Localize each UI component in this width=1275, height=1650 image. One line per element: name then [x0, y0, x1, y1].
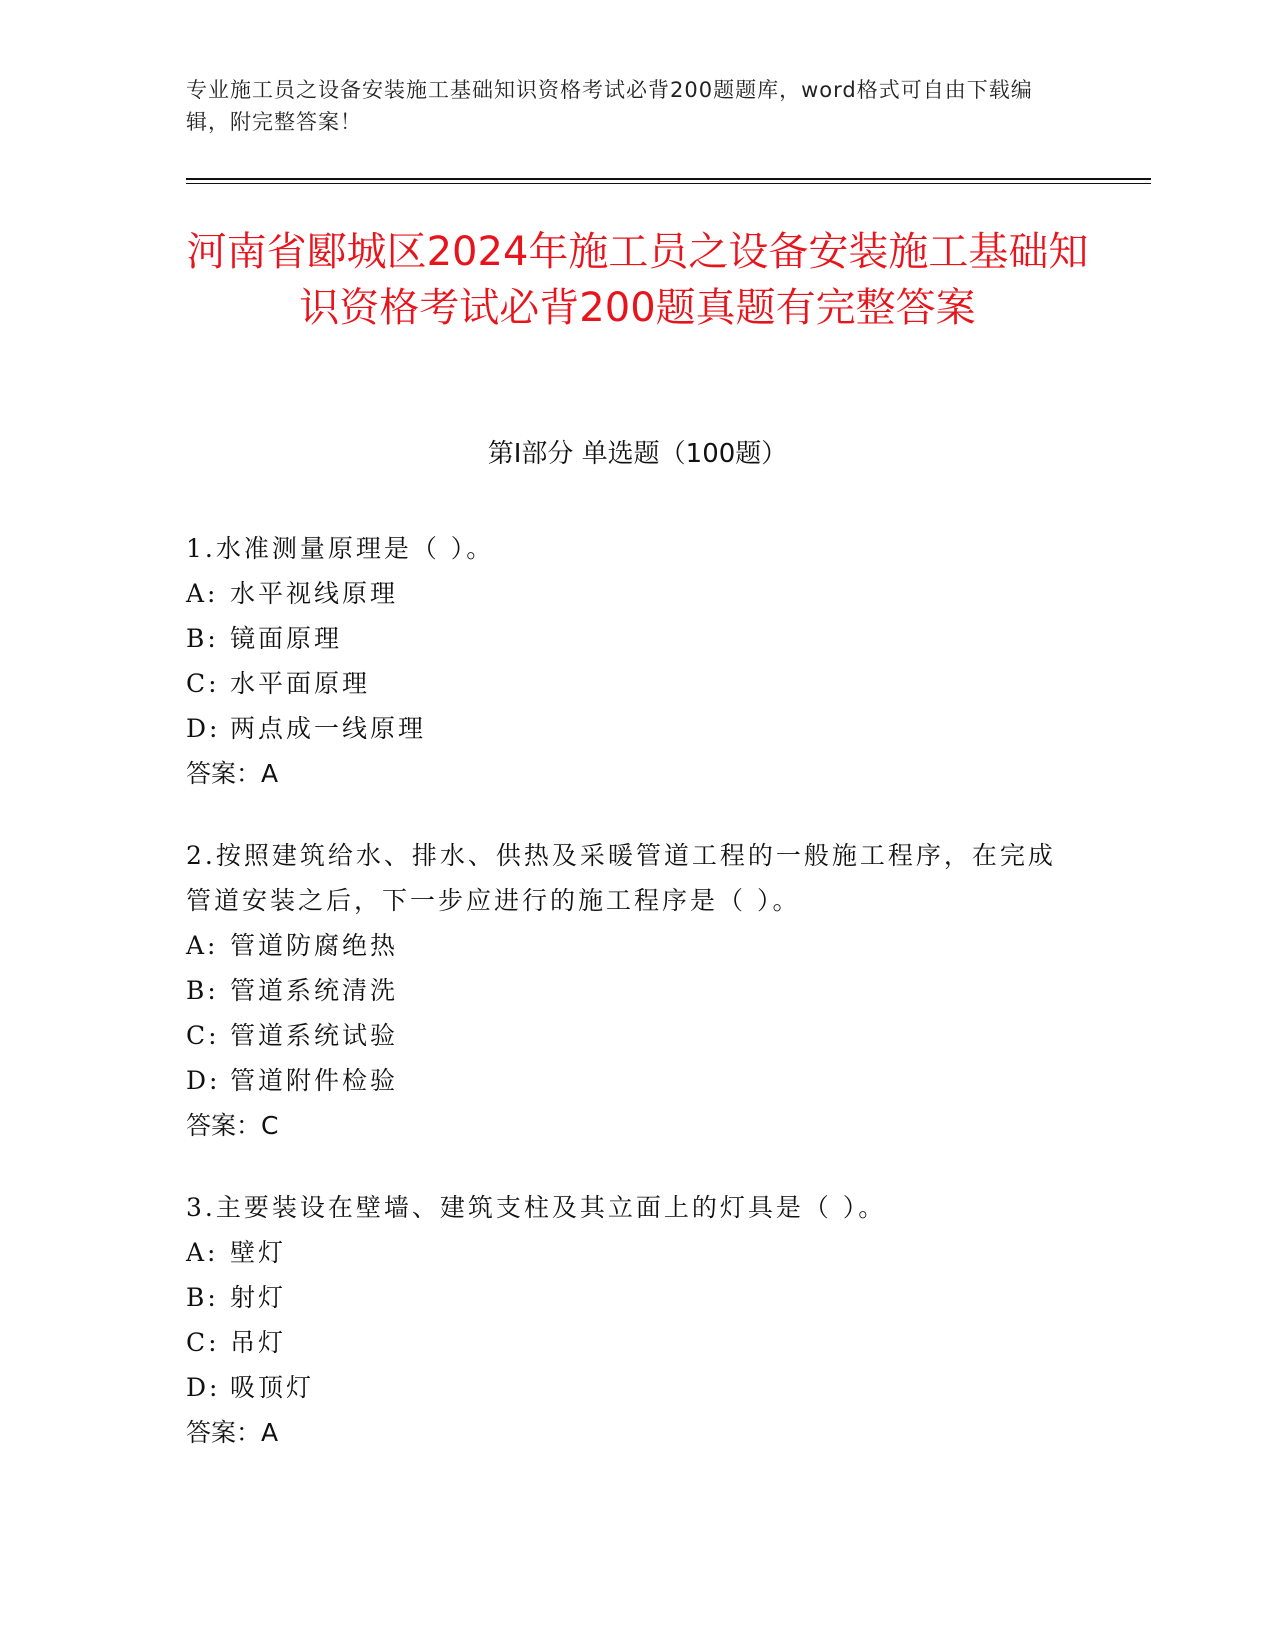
header-rule-thick: [186, 178, 1151, 180]
option-d: [186, 1365, 1066, 1410]
option-key: D:: [186, 1373, 221, 1402]
option-text: 两点成一线原理: [230, 714, 427, 743]
option-key: D:: [186, 1066, 221, 1095]
question-list: [186, 526, 1066, 1492]
question-stem: 2.按照建筑给水、排水、供热及采暖管道工程的一般施工程序，在完成管道安装之后，下一步应进行的施工程序是（ ）。: [186, 841, 1056, 915]
question-1: [186, 526, 1066, 796]
option-c: [186, 1320, 1066, 1365]
question-3: [186, 1185, 1066, 1455]
answer-text: 答案：A: [186, 759, 279, 788]
option-key: D:: [186, 714, 221, 743]
option-text: 管道附件检验: [230, 1066, 399, 1095]
option-key: B:: [186, 1283, 219, 1312]
option-key: A:: [186, 1238, 219, 1267]
question-stem: 1.水准测量原理是（ ）。: [186, 534, 495, 563]
option-b: [186, 1275, 1066, 1320]
option-a: [186, 571, 1066, 616]
option-key: A:: [186, 579, 219, 608]
option-c: [186, 1013, 1066, 1058]
option-text: 水平视线原理: [230, 579, 399, 608]
option-b: [186, 616, 1066, 661]
header-rule-thin: [186, 183, 1151, 184]
option-b: [186, 968, 1066, 1013]
option-text: 镜面原理: [230, 624, 343, 653]
header-note: 专业施工员之设备安装施工基础知识资格考试必背200题题库，word格式可自由下载编辑，附完整答案！: [186, 78, 1033, 134]
option-key: A:: [186, 931, 219, 960]
option-text: 管道系统试验: [230, 1021, 399, 1050]
option-text: 管道防腐绝热: [230, 931, 399, 960]
option-key: B:: [186, 976, 219, 1005]
option-key: B:: [186, 624, 219, 653]
option-text: 射灯: [230, 1283, 287, 1312]
question-stem: 3.主要装设在壁墙、建筑支柱及其立面上的灯具是（ ）。: [186, 1193, 887, 1222]
option-a: [186, 1230, 1066, 1275]
option-text: 吸顶灯: [230, 1373, 315, 1402]
option-text: 管道系统清洗: [230, 976, 399, 1005]
option-d: [186, 706, 1066, 751]
option-c: [186, 661, 1066, 706]
option-key: C:: [186, 1328, 220, 1357]
option-text: 水平面原理: [230, 669, 371, 698]
option-key: C:: [186, 669, 220, 698]
option-d: [186, 1058, 1066, 1103]
option-text: 吊灯: [230, 1328, 287, 1357]
option-key: C:: [186, 1021, 220, 1050]
option-a: [186, 923, 1066, 968]
document-title: 河南省郾城区2024年施工员之设备安装施工基础知识资格考试必背200题真题有完整答案: [186, 229, 1089, 331]
option-text: 壁灯: [230, 1238, 287, 1267]
section-title: 第Ⅰ部分 单选题（100题）: [487, 439, 788, 469]
answer-text: 答案：C: [186, 1111, 279, 1140]
answer-text: 答案：A: [186, 1418, 279, 1447]
question-2: [186, 833, 1066, 1148]
